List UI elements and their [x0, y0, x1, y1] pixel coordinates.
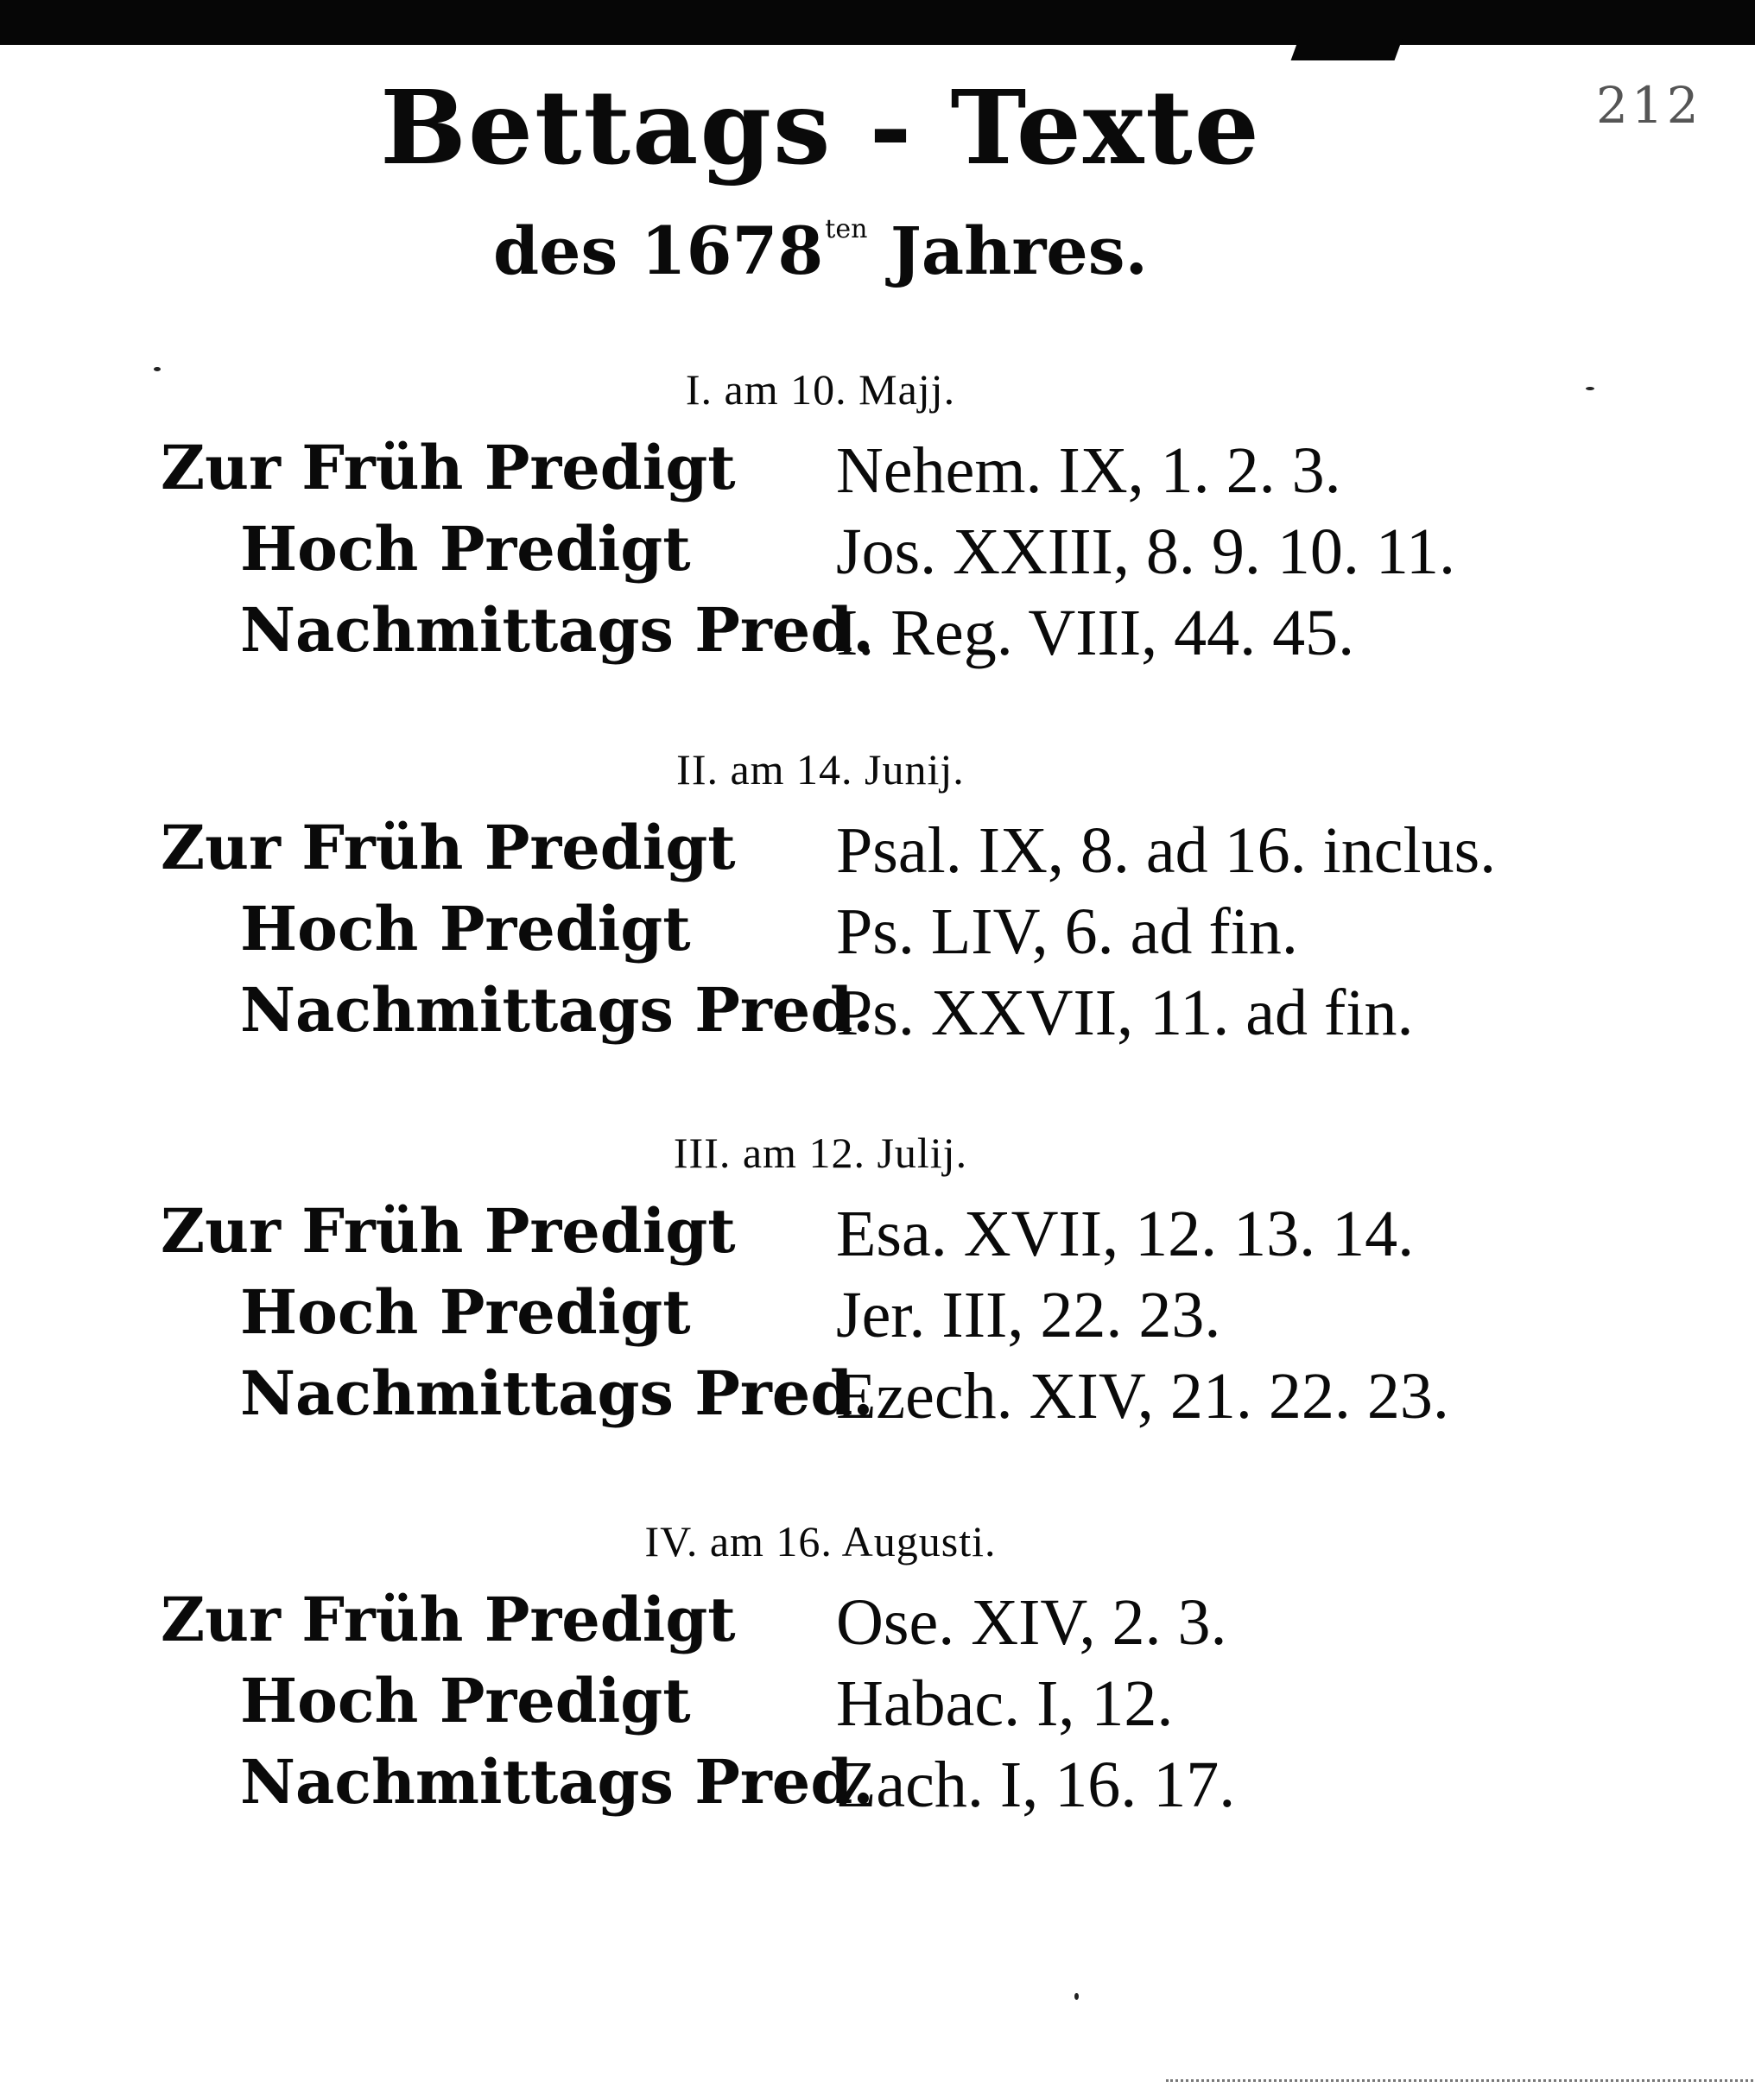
schedule-row	[0, 1357, 1755, 1440]
scripture-reference: Jos. XXIII, 8. 9. 10. 11.	[836, 516, 1456, 588]
scripture-reference: Ps. XXVII, 11. ad fin.	[836, 977, 1414, 1049]
schedule-row	[0, 1276, 1755, 1359]
subtitle-superscript: ten	[825, 214, 868, 244]
subtitle-suffix: Jahres.	[890, 212, 1148, 289]
sermon-label: Nachmittags Pred.	[240, 594, 874, 666]
sermon-label: Zur Früh Predigt	[161, 812, 736, 883]
scripture-reference: Ezech. XIV, 21. 22. 23.	[836, 1360, 1449, 1433]
schedule-row	[0, 432, 1755, 515]
scripture-reference: Psal. IX, 8. ad 16. inclus.	[836, 814, 1497, 887]
section-heading: I. am 10. Majj.	[685, 365, 956, 414]
scripture-reference: I. Reg. VIII, 44. 45.	[836, 597, 1355, 669]
schedule-row	[0, 1195, 1755, 1278]
scripture-reference: Ose. XIV, 2. 3.	[836, 1586, 1227, 1659]
scan-top-border-edge	[1291, 35, 1404, 60]
page-title: Bettags - Texte	[380, 67, 1261, 187]
scripture-reference: Jer. III, 22. 23.	[836, 1279, 1221, 1351]
sermon-label: Hoch Predigt	[240, 513, 691, 585]
scan-bottom-noise	[1166, 2079, 1753, 2087]
sermon-label: Hoch Predigt	[240, 1665, 691, 1736]
sermon-label: Zur Früh Predigt	[161, 1584, 736, 1655]
schedule-row	[0, 594, 1755, 677]
sermon-label: Nachmittags Pred.	[240, 1746, 874, 1818]
schedule-row	[0, 513, 1755, 596]
section-heading: II. am 14. Junij.	[676, 745, 965, 794]
scripture-reference: Zach. I, 16. 17.	[836, 1749, 1236, 1821]
schedule-row	[0, 1665, 1755, 1748]
page-subtitle	[0, 212, 1641, 289]
schedule-row	[0, 1584, 1755, 1667]
scripture-reference: Esa. XVII, 12. 13. 14.	[836, 1198, 1415, 1270]
scan-speck	[154, 367, 161, 371]
scan-top-border	[0, 0, 1755, 45]
sermon-label: Nachmittags Pred.	[240, 974, 874, 1046]
sermon-label: Zur Früh Predigt	[161, 432, 736, 503]
schedule-row	[0, 974, 1755, 1057]
sermon-label: Zur Früh Predigt	[161, 1195, 736, 1267]
scripture-reference: Habac. I, 12.	[836, 1667, 1174, 1740]
scan-speck	[1074, 1993, 1079, 2000]
section-heading: IV. am 16. Augusti.	[644, 1517, 997, 1566]
subtitle-prefix: des 1678	[493, 212, 824, 289]
page-number: 212	[1596, 76, 1702, 135]
scripture-reference: Nehem. IX, 1. 2. 3.	[836, 434, 1341, 507]
schedule-row	[0, 812, 1755, 895]
sermon-label: Hoch Predigt	[240, 893, 691, 965]
schedule-row	[0, 1746, 1755, 1829]
scripture-reference: Ps. LIV, 6. ad fin.	[836, 895, 1298, 968]
scan-speck	[1586, 387, 1594, 390]
schedule-row	[0, 893, 1755, 976]
sermon-label: Hoch Predigt	[240, 1276, 691, 1348]
sermon-label: Nachmittags Pred.	[240, 1357, 874, 1429]
section-heading: III. am 12. Julij.	[673, 1129, 968, 1177]
